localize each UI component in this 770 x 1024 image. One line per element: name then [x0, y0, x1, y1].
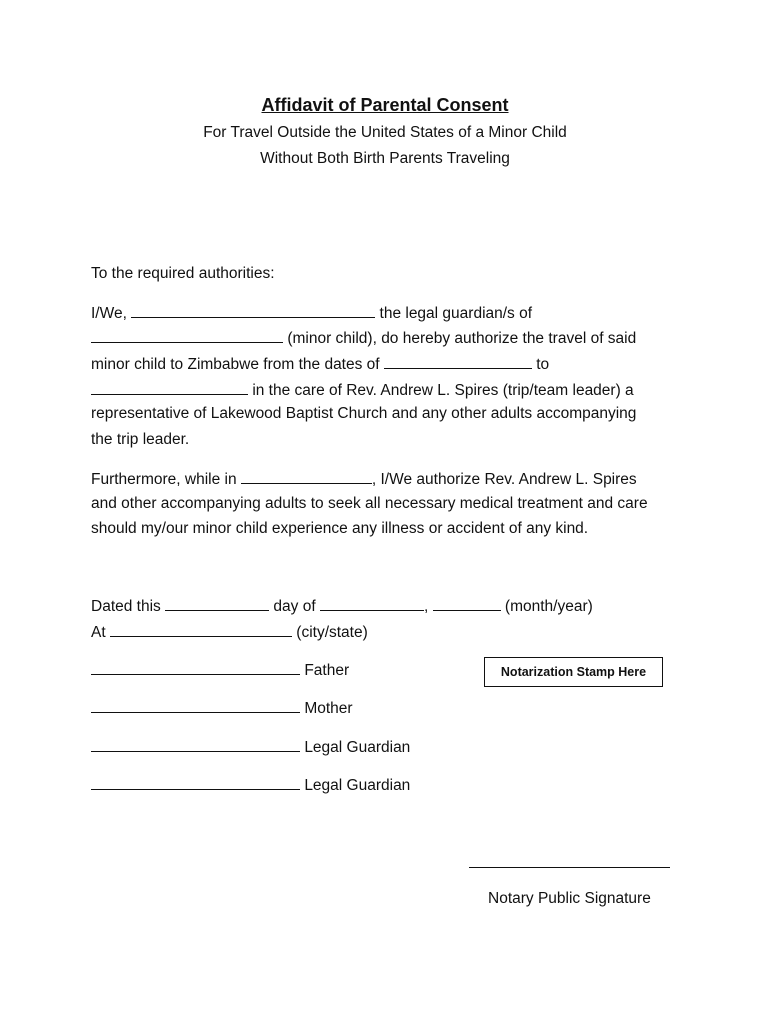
- guardian-name-blank[interactable]: [131, 303, 375, 318]
- p1-l3-text-a: minor child to Zimbabwe from the dates of: [91, 356, 380, 373]
- p1-l4-text: in the care of Rev. Andrew L. Spires (trip/team leader) a: [252, 382, 634, 399]
- document-subtitle-2: Without Both Birth Parents Traveling: [260, 150, 510, 167]
- location-blank[interactable]: [241, 469, 372, 484]
- p1-line-4: [91, 380, 634, 400]
- p1-l1-text-a: I/We,: [91, 305, 127, 322]
- dated-text-c: ,: [423, 598, 429, 615]
- city-state-blank[interactable]: [110, 622, 292, 637]
- notarization-stamp-box: [484, 657, 663, 687]
- guardian-1-signature-row: [91, 737, 410, 757]
- p2-line-1: [91, 469, 637, 489]
- p1-line-2: [91, 328, 636, 348]
- father-signature-line[interactable]: [91, 660, 300, 675]
- from-date-blank[interactable]: [384, 354, 532, 369]
- guardian-1-label: Legal Guardian: [304, 739, 411, 756]
- notary-signature-label: Notary Public Signature: [488, 890, 651, 907]
- guardian-2-signature-row: [91, 775, 410, 795]
- p1-line-6: the trip leader.: [91, 431, 190, 448]
- mother-signature-line[interactable]: [91, 698, 300, 713]
- p2-l1-text-b: , I/We authorize Rev. Andrew L. Spires: [371, 471, 637, 488]
- p1-line-5: representative of Lakewood Baptist Church and any other adults accompanying: [91, 405, 637, 422]
- at-text-b: (city/state): [296, 624, 368, 641]
- p1-l2-text: (minor child), do hereby authorize the travel of said: [287, 330, 637, 347]
- p2-line-3: should my/our minor child experience any illness or accident of any kind.: [91, 520, 589, 537]
- at-line: [91, 622, 368, 642]
- dated-text-b: day of: [273, 598, 316, 615]
- father-label: Father: [304, 662, 350, 679]
- document-title: Affidavit of Parental Consent: [261, 95, 509, 115]
- guardian-2-signature-line[interactable]: [91, 775, 300, 790]
- dated-text-a: Dated this: [91, 598, 161, 615]
- month-blank[interactable]: [320, 596, 424, 611]
- p1-l1-text-b: the legal guardian/s of: [379, 305, 533, 322]
- mother-label: Mother: [304, 700, 353, 717]
- at-text-a: At: [91, 624, 106, 641]
- p2-line-2: and other accompanying adults to seek all necessary medical treatment and care: [91, 495, 648, 512]
- p1-line-3: [91, 354, 549, 374]
- p2-l1-text-a: Furthermore, while in: [91, 471, 237, 488]
- guardian-1-signature-line[interactable]: [91, 737, 300, 752]
- stamp-label: Notarization Stamp Here: [500, 665, 647, 679]
- document-subtitle-1: For Travel Outside the United States of a Minor Child: [203, 124, 567, 141]
- father-signature-row: [91, 660, 349, 680]
- year-blank[interactable]: [433, 596, 501, 611]
- dated-text-d: (month/year): [504, 598, 593, 615]
- mother-signature-row: [91, 698, 353, 718]
- p1-l3-text-b: to: [536, 356, 550, 373]
- salutation: To the required authorities:: [91, 265, 275, 282]
- day-blank[interactable]: [165, 596, 269, 611]
- guardian-2-label: Legal Guardian: [304, 777, 411, 794]
- dated-line: [91, 596, 593, 616]
- minor-child-blank[interactable]: [91, 328, 283, 343]
- notary-signature-line[interactable]: [469, 867, 670, 868]
- p1-line-1: [91, 303, 532, 323]
- to-date-blank[interactable]: [91, 380, 248, 395]
